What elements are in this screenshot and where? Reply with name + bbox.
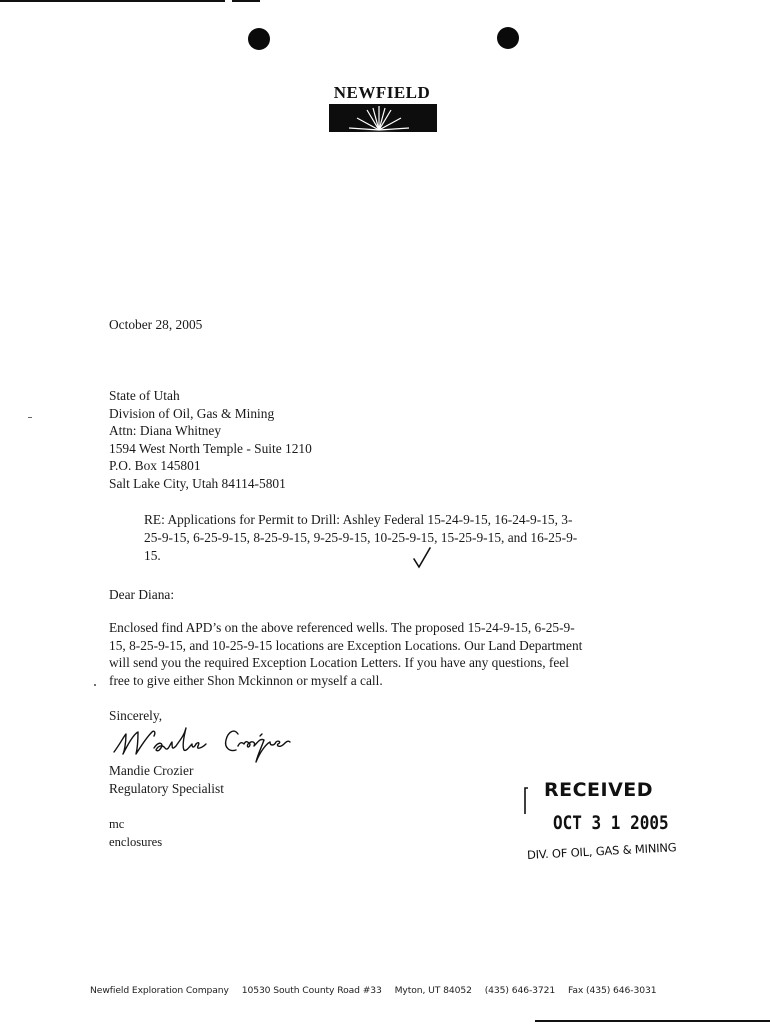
salutation: Dear Diana:	[109, 587, 175, 602]
recipient-line: Attn: Diana Whitney	[109, 423, 222, 439]
signer-block	[109, 762, 224, 798]
recipient-line: 1594 West North Temple - Suite 1210	[109, 440, 312, 456]
footer-address: 10530 South County Road #33	[241, 985, 382, 996]
subject-line-text: 25-9-15, 6-25-9-15, 8-25-9-15, 9-25-9-15, 10-25-9-15, 15-25-9-15, and 16-25-9-	[144, 530, 578, 545]
recipient-address	[109, 387, 312, 493]
closing: Sincerely,	[109, 708, 163, 723]
footer-company: Newfield Exploration Company	[90, 985, 229, 996]
body-line: 15, 8-25-9-15, and 10-25-9-15 locations are Exception Locations. Our Land Department	[109, 637, 583, 653]
recipient-line: State of Utah	[109, 388, 180, 403]
body-line: will send you the required Exception Location Letters. If you have any questions, feel	[109, 655, 569, 671]
stamp-bracket-icon	[524, 786, 527, 816]
starburst-icon	[329, 104, 437, 132]
recipient-line: Salt Lake City, Utah 84114-5801	[109, 475, 286, 491]
company-logo-name: NEWFIELD	[333, 83, 431, 102]
top-edge-rule	[0, 0, 225, 2]
signer-name: Mandie Crozier	[109, 763, 194, 778]
received-stamp-division: DIV. OF OIL, GAS & MINING	[526, 840, 677, 862]
recipient-line: Division of Oil, Gas & Mining	[109, 405, 275, 421]
enclosures-note: enclosures	[109, 835, 163, 849]
subject-line	[144, 511, 664, 565]
top-edge-rule-short	[232, 0, 260, 2]
footer-phone: (435) 646-3721	[484, 985, 556, 996]
received-stamp-title: RECEIVED	[544, 779, 654, 801]
letter-body	[109, 619, 582, 689]
punch-hole-left-icon	[248, 28, 270, 50]
signer-title: Regulatory Specialist	[109, 781, 224, 796]
checkmark-icon	[412, 547, 432, 569]
typist-initials: mc	[109, 817, 125, 831]
recipient-line: P.O. Box 145801	[109, 458, 201, 474]
punch-hole-right-icon	[497, 27, 519, 49]
bottom-edge-rule	[535, 1020, 770, 1022]
footer-city: Myton, UT 84052	[394, 985, 472, 996]
subject-line-text: RE: Applications for Permit to Drill: Ashley Federal 15-24-9-15, 16-24-9-15, 3-	[144, 512, 573, 527]
scan-speck	[94, 684, 96, 686]
letterhead-footer	[90, 985, 690, 996]
body-line: free to give either Shon Mckinnon or myself a call.	[109, 672, 383, 688]
body-line: Enclosed find APD’s on the above referenced wells. The proposed 15-24-9-15, 6-25-9-	[109, 620, 575, 635]
scan-speck	[28, 417, 32, 418]
footer-fax: Fax (435) 646-3031	[567, 985, 657, 996]
letter-date: October 28, 2005	[109, 317, 203, 332]
received-stamp-date: OCT 3 1 2005	[553, 811, 669, 834]
subject-line-text: 15.	[144, 548, 161, 563]
